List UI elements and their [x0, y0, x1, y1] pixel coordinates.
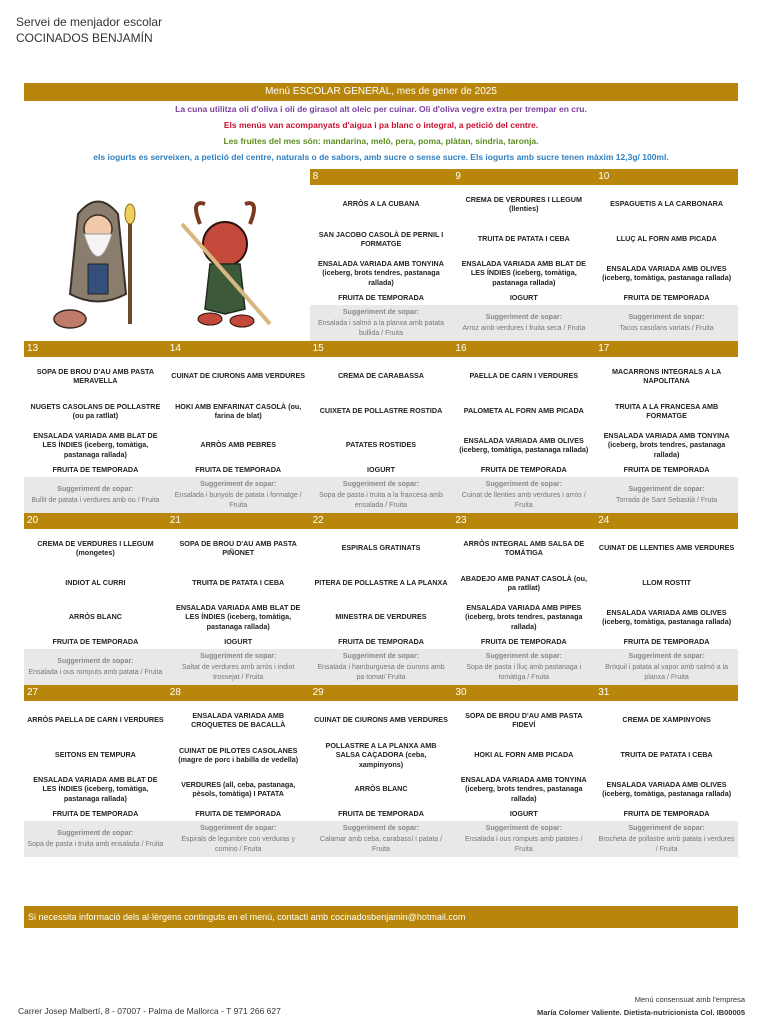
suggestion-text: Bròquil i patata al vapor amb salmó a la planxa / Fruita	[605, 664, 729, 681]
suggestion-text: Sopa de pasta i lluç amb pastanaga i tomàtiga / Fruita	[466, 664, 582, 681]
empty-day	[24, 169, 167, 341]
dessert-item: FRUITA DE TEMPORADA	[52, 809, 139, 819]
menu-grid	[24, 169, 738, 857]
week-row	[24, 685, 738, 857]
suggestion-text: Brocheta de pollastre amb patata i verdures / Fruita	[598, 836, 735, 853]
dessert-item: FRUITA DE TEMPORADA	[338, 637, 424, 647]
suggestion-text: Calamar amb ceba, carabassí i patata / Fruita	[319, 836, 443, 853]
dessert-item: IOGURT	[509, 293, 538, 303]
dinner-suggestion	[595, 477, 738, 513]
day-number: 28	[167, 685, 310, 701]
dish-item: ENSALADA VARIADA AMB TONYINA (iceberg, brots tendres, pastanaga rallada)	[460, 774, 587, 803]
day-column	[595, 169, 738, 341]
suggestion-title: Suggeriment de sopar:	[485, 313, 562, 321]
note-fruits: Les fruites del mes són: mandarina, meló, pera, poma, plàtan, síndria, taronja.	[223, 136, 539, 146]
dinner-suggestion	[595, 305, 738, 341]
dish-item: LLUÇ AL FORN AMB PICADA	[616, 234, 717, 244]
dinner-suggestion	[24, 477, 167, 513]
day-number: 24	[595, 513, 738, 529]
dish-item: ABADEJO AMB PANAT CASOLÀ (ou, pa ratllat)	[460, 573, 588, 592]
dish-item: TRUITA DE PATATA I CEBA	[477, 234, 570, 244]
day-column	[310, 341, 453, 513]
suggestion-text: Arroz amb verdures i fruita seca / Fruita	[462, 325, 586, 332]
day-number: 23	[452, 513, 595, 529]
day-column	[24, 685, 167, 857]
day-column	[167, 513, 310, 685]
dessert-item: FRUITA DE TEMPORADA	[195, 465, 282, 475]
note-yogurts: els iogurts es serveixen, a petició del centre, naturals o de sabors, amb sucre o sense sucre. Els iogurts amb sucre tenen màxim 12,3g/ 100ml.	[93, 152, 669, 162]
dish-item: ENSALADA VARIADA AMB OLIVES (iceberg, tomàtiga, pastanaga rallada)	[602, 607, 732, 626]
dish-item: ENSALADA VARIADA AMB BLAT DE LES ÍNDIES (iceberg, tomàtiga, pastanaga rallada)	[33, 430, 158, 459]
dinner-suggestion	[595, 821, 738, 857]
week-row	[24, 341, 738, 513]
day-column	[452, 513, 595, 685]
day-number: 29	[310, 685, 453, 701]
service-title: Servei de menjador escolar	[16, 15, 163, 29]
dish-item: SOPA DE BROU D'AU AMB PASTA PIÑONET	[179, 538, 297, 557]
day-column	[452, 169, 595, 341]
suggestion-text: Ensalada i hamburguesa de ciurons amb pa tomat/ Fruita	[317, 664, 445, 681]
dish-item: NUGETS CASOLANS DE POLLASTRE (ou pa ratllat)	[30, 401, 161, 420]
suggestion-title: Suggeriment de sopar:	[57, 829, 134, 837]
dish-item: MACARRONS INTEGRALS A LA NAPOLITANA	[611, 366, 722, 385]
dish-item: PALOMETA AL FORN AMB PICADA	[463, 406, 584, 416]
day-column	[452, 341, 595, 513]
suggestion-text: Sopa de pasta i truita a la francesa amb ensalada / Fruita	[319, 492, 443, 509]
dinner-suggestion	[24, 821, 167, 857]
day-column	[24, 341, 167, 513]
suggestion-title: Suggeriment de sopar:	[57, 485, 134, 493]
suggestion-title: Suggeriment de sopar:	[628, 653, 705, 661]
dish-item: ENSALADA VARIADA AMB BLAT DE LES ÍNDIES (iceberg, tomàtiga, pastanaga rallada)	[461, 258, 586, 287]
day-number: 14	[167, 341, 310, 357]
dish-item: INDIOT AL CURRI	[65, 578, 126, 588]
dish-item: ENSALADA VARIADA AMB CROQUETES DE BACALLÀ	[191, 710, 286, 729]
dish-item: SEITONS EN TEMPURA	[54, 750, 136, 760]
dish-item: ENSALADA VARIADA AMB BLAT DE LES ÍNDIES (iceberg, tomàtiga, pastanaga rallada)	[176, 602, 301, 631]
day-number: 16	[452, 341, 595, 357]
day-number: 27	[24, 685, 167, 701]
dish-item: TRUITA A LA FRANCESA AMB FORMATGE	[614, 401, 719, 420]
company-address: Carrer Josep Malbertí, 8 - 07007 - Palma de Mallorca - T 971 266 627	[18, 1006, 281, 1016]
dessert-item: IOGURT	[509, 809, 538, 819]
dish-item: PAELLA DE CARN I VERDURES	[469, 371, 579, 381]
dish-item: CREMA DE VERDURES I LLEGUM (mongetes)	[37, 538, 154, 557]
dish-item: ENSALADA VARIADA AMB TONYINA (iceberg, brots tendres, pastanaga rallada)	[603, 430, 730, 459]
dish-item: PATATES ROSTIDES	[345, 440, 417, 450]
day-column	[310, 513, 453, 685]
dish-item: HOKI AL FORN AMB PICADA	[474, 750, 574, 760]
suggestion-title: Suggeriment de sopar:	[628, 485, 705, 493]
suggestion-text: Tacos casolans variats / Fruita	[619, 325, 714, 332]
suggestion-title: Suggeriment de sopar:	[200, 825, 277, 833]
dish-item: PITERA DE POLLASTRE A LA PLANXA	[314, 578, 448, 588]
dessert-item: FRUITA DE TEMPORADA	[623, 465, 710, 475]
dish-item: ENSALADA VARIADA AMB TONYINA (iceberg, brots tendres, pastanaga rallada)	[318, 258, 444, 287]
empty-day	[167, 169, 310, 341]
dessert-item: FRUITA DE TEMPORADA	[195, 809, 282, 819]
dish-item: POLLASTRE A LA PLANXA AMB SALSA CAÇADORA (ceba, xampinyons)	[325, 740, 437, 769]
dish-item: TRUITA DE PATATA I CEBA	[192, 578, 285, 588]
dessert-item: FRUITA DE TEMPORADA	[52, 465, 139, 475]
dish-item: ESPAGUETIS A LA CARBONARA	[610, 199, 724, 209]
day-column	[595, 341, 738, 513]
dish-item: CUINAT DE CIURONS AMB VERDURES	[314, 715, 448, 725]
nutritionist-signature	[537, 993, 745, 1019]
dish-item: SOPA DE BROU D'AU AMB PASTA MERAVELLA	[36, 366, 155, 385]
suggestion-text: Ensalada i ous romputs amb patates / Fruita	[465, 836, 583, 853]
suggestion-title: Suggeriment de sopar:	[57, 657, 134, 665]
day-number: 13	[24, 341, 167, 357]
dish-item: ENSALADA VARIADA AMB PIPES (iceberg, brots tendres, pastanaga rallada)	[465, 602, 583, 631]
dish-item: ARRÒS A LA CUBANA	[342, 199, 420, 209]
dish-item: LLOM ROSTIT	[642, 578, 691, 588]
dinner-suggestion	[595, 649, 738, 685]
note-water-bread: Els menús van acompanyats d'aigua i pa blanc o integral, a petició del centre.	[223, 120, 539, 130]
dinner-suggestion	[452, 305, 595, 341]
dish-item: ENSALADA VARIADA AMB OLIVES (iceberg, tomàtiga, pastanaga rallada)	[602, 779, 732, 798]
day-column	[310, 169, 453, 341]
menu-banner: Menú ESCOLAR GENERAL, mes de gener de 2025	[24, 83, 738, 101]
day-number: 31	[595, 685, 738, 701]
suggestion-text: Ensalada i salmó a la planxa amb patata bullida / Fruita	[317, 320, 445, 337]
dish-item: TRUITA DE PATATA I CEBA	[620, 750, 713, 760]
dessert-item: FRUITA DE TEMPORADA	[52, 637, 139, 647]
day-column	[167, 685, 310, 857]
dessert-item: FRUITA DE TEMPORADA	[623, 293, 710, 303]
suggestion-text: Saltat de verdures amb arròs i indiot trossejat / Fruita	[181, 664, 295, 681]
dish-item: CUINAT DE LLENTIES AMB VERDURES	[598, 543, 735, 553]
suggestion-title: Suggeriment de sopar:	[200, 481, 277, 489]
suggestion-title: Suggeriment de sopar:	[485, 653, 562, 661]
suggestion-text: Ensalada i bunyols de patata i formatge / Fruita	[174, 492, 302, 509]
dessert-item: FRUITA DE TEMPORADA	[338, 293, 424, 303]
dish-item: ARRÒS AMB PEBRES	[200, 440, 276, 450]
dinner-suggestion	[310, 477, 453, 513]
suggestion-text: Bullit de patata i verdures amb ou / Fruita	[31, 497, 160, 504]
suggestion-text: Cuinat de llenties amb verdures i arròs / Fruita	[461, 492, 586, 509]
day-number: 17	[595, 341, 738, 357]
day-column	[595, 513, 738, 685]
dish-item: ENSALADA VARIADA AMB OLIVES (iceberg, tomàtiga, pastanaga rallada)	[602, 263, 732, 282]
suggestion-text: Espirals de legumbre con verduras y comino / Fruita	[181, 836, 295, 853]
dinner-suggestion	[167, 477, 310, 513]
company-name: COCINADOS BENJAMÍN	[16, 31, 153, 45]
suggestion-title: Suggeriment de sopar:	[342, 481, 420, 489]
dessert-item: FRUITA DE TEMPORADA	[480, 637, 567, 647]
day-number: 8	[310, 169, 453, 185]
suggestion-title: Suggeriment de sopar:	[342, 653, 420, 661]
week-row	[24, 513, 738, 685]
dish-item: CREMA DE XAMPINYONS	[622, 715, 711, 725]
day-column	[167, 341, 310, 513]
suggestion-title: Suggeriment de sopar:	[485, 825, 562, 833]
company-header	[16, 14, 162, 46]
day-column	[310, 685, 453, 857]
dish-item: ARRÒS PAELLA DE CARN I VERDURES	[27, 715, 164, 725]
dish-item: ENSALADA VARIADA AMB BLAT DE LES ÍNDIES (iceberg, tomàtiga, pastanaga rallada)	[33, 774, 158, 803]
dish-item: SOPA DE BROU D'AU AMB PASTA FIDEVÍ	[465, 710, 583, 729]
day-number: 15	[310, 341, 453, 357]
suggestion-title: Suggeriment de sopar:	[628, 313, 705, 321]
dessert-item: FRUITA DE TEMPORADA	[623, 637, 710, 647]
suggestion-title: Suggeriment de sopar:	[342, 825, 420, 833]
day-number: 22	[310, 513, 453, 529]
suggestion-text: Torrada de Sant Sebastià / Fruta	[616, 497, 718, 504]
dish-item: VERDURES (all, ceba, pastanaga, pèsols, tomàtiga) I PATATA	[181, 779, 296, 798]
dessert-item: FRUITA DE TEMPORADA	[338, 809, 424, 819]
dish-item: ARRÒS INTEGRAL AMB SALSA DE TOMÀTIGA	[463, 538, 585, 557]
suggestion-title: Suggeriment de sopar:	[485, 481, 562, 489]
dinner-suggestion	[310, 649, 453, 685]
dish-item: HOKI AMB ENFARINAT CASOLÀ (ou, farina de blat)	[175, 401, 302, 420]
dish-item: CUIXETA DE POLLASTRE ROSTIDA	[319, 406, 443, 416]
sign-line1: Menú consensuat amb l'empresa	[634, 995, 745, 1004]
day-number: 20	[24, 513, 167, 529]
dish-item: CUINAT DE PILOTES CASOLANES (magre de porc i babilla de vedella)	[178, 745, 299, 764]
suggestion-title: Suggeriment de sopar:	[342, 309, 420, 317]
suggestion-title: Suggeriment de sopar:	[628, 825, 705, 833]
dish-item: MINESTRA DE VERDURES	[335, 612, 427, 622]
dish-item: ARRÒS BLANC	[354, 784, 408, 794]
dish-item: SAN JACOBO CASOLÀ DE PERNIL I FORMATGE	[318, 229, 444, 248]
suggestion-text: Ensalada i ous romputs amb patata / Fruita	[28, 669, 163, 676]
dinner-suggestion	[167, 821, 310, 857]
dish-item: ARRÒS BLANC	[68, 612, 122, 622]
dinner-suggestion	[452, 649, 595, 685]
dish-item: CREMA DE VERDURES I LLEGUM (llenties)	[465, 194, 582, 213]
dinner-suggestion	[24, 649, 167, 685]
dinner-suggestion	[310, 305, 453, 341]
day-number: 10	[595, 169, 738, 185]
day-column	[24, 513, 167, 685]
dessert-item: IOGURT	[367, 465, 395, 475]
dish-item: CUINAT DE CIURONS AMB VERDURES	[171, 371, 306, 381]
dessert-item: FRUITA DE TEMPORADA	[480, 465, 567, 475]
dinner-suggestion	[310, 821, 453, 857]
notes	[24, 101, 738, 165]
day-number: 21	[167, 513, 310, 529]
day-column	[595, 685, 738, 857]
week-row	[24, 169, 738, 341]
dinner-suggestion	[452, 477, 595, 513]
dinner-suggestion	[452, 821, 595, 857]
suggestion-text: Sopa de pasta i truita amb ensalada / Fruita	[27, 841, 164, 848]
day-number: 9	[452, 169, 595, 185]
day-column	[452, 685, 595, 857]
day-number: 30	[452, 685, 595, 701]
dessert-item: FRUITA DE TEMPORADA	[623, 809, 710, 819]
note-oil: La cuna utilitza oli d'oliva i oli de girasol alt oleic per cuinar. Oli d'oliva vegre extra per trempar en cru.	[175, 104, 587, 114]
dessert-item: IOGURT	[224, 637, 253, 647]
allergen-notice: Si necessita informació dels al·lèrgens continguts en el menú, contacti amb cocinadosbenjamin@hotmail.com	[24, 906, 738, 928]
dish-item: CREMA DE CARABASSA	[337, 371, 424, 381]
dish-item: ESPIRALS GRATINATS	[341, 543, 421, 553]
dish-item: ENSALADA VARIADA AMB OLIVES (iceberg, tomàtiga, pastanaga rallada)	[459, 435, 589, 454]
sign-line2: María Colomer Valiente. Dietista-nutricionista Col. IB00005	[537, 1008, 745, 1017]
suggestion-title: Suggeriment de sopar:	[200, 653, 277, 661]
dinner-suggestion	[167, 649, 310, 685]
